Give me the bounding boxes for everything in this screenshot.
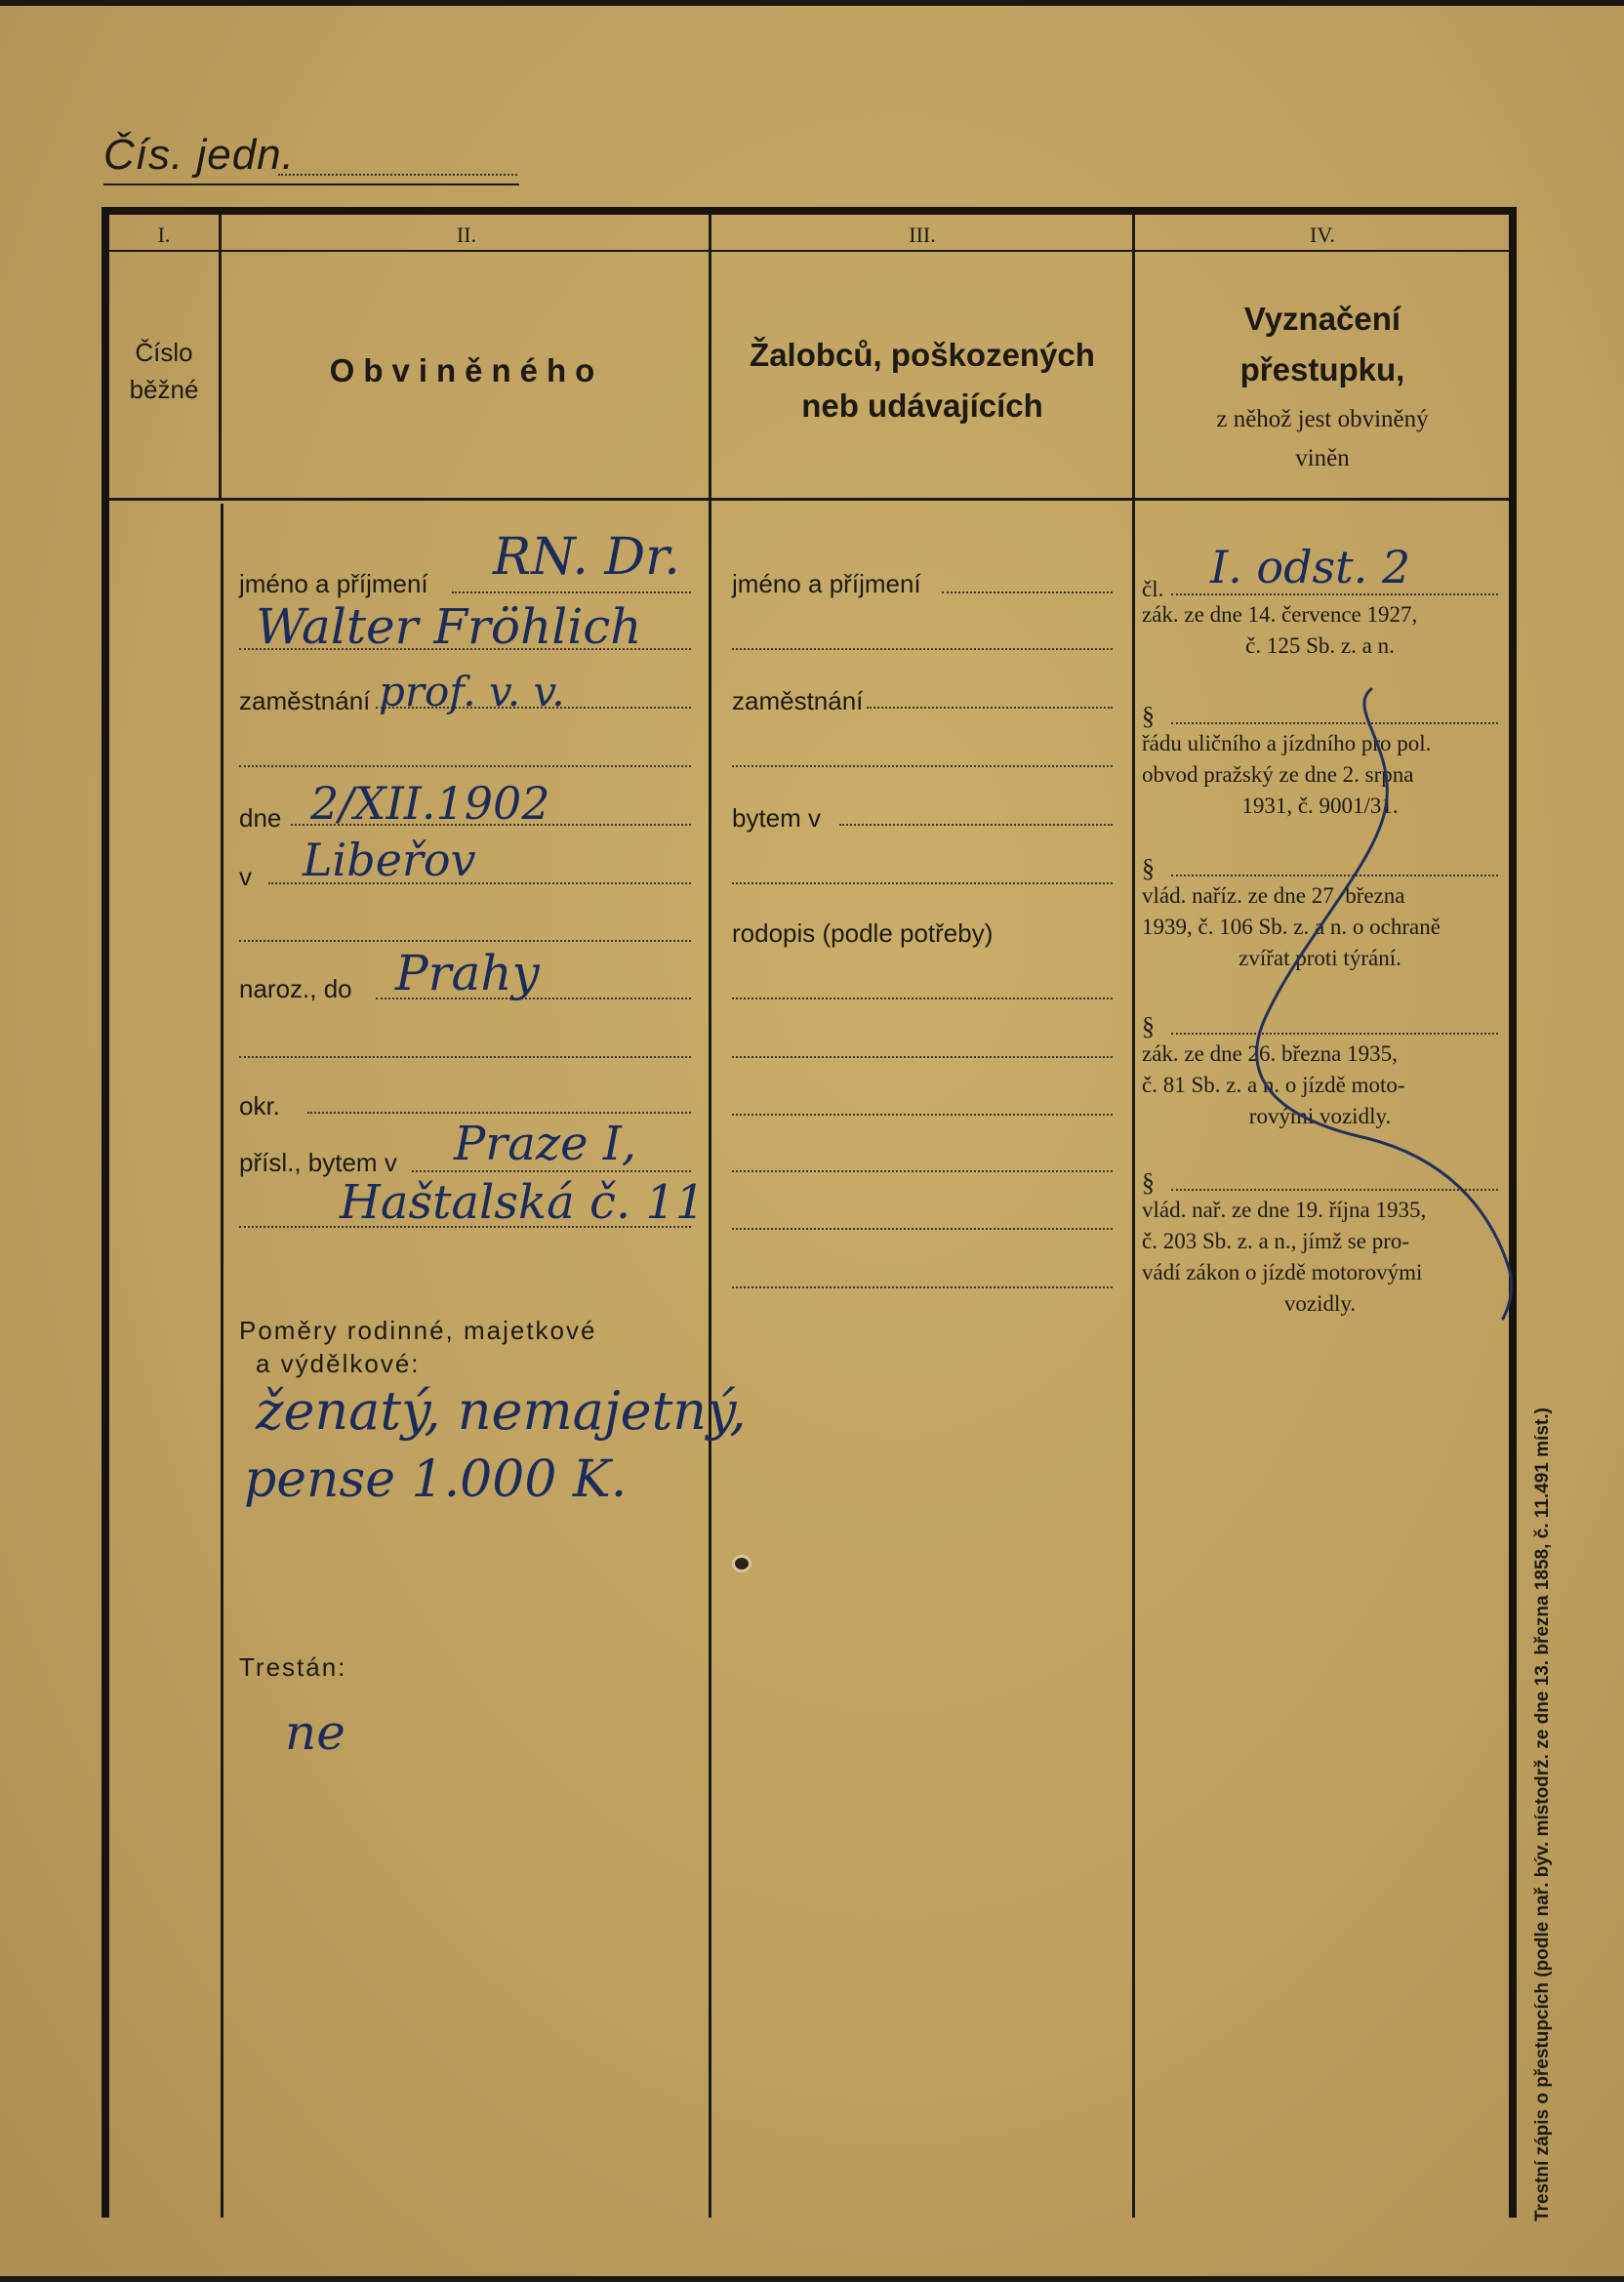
pen-stroke-mark [0,6,1624,2276]
accused-place-handwriting: Libeřov [303,834,476,886]
law-4-line-1: zák. ze dne 26. března 1935, [1142,1041,1398,1066]
column-number-1: I. [157,223,171,247]
complainant-residence-label: bytem v [732,803,822,833]
sect-3-symbol: § [1142,854,1155,882]
article-handwriting: I. odst. 2 [1210,541,1411,593]
law-5-line-2: č. 203 Sb. z. a n., jímž se pro- [1142,1229,1410,1253]
column-header-sequence-line-1: Číslo [135,338,193,367]
law-5-line-1: vlád. nař. ze dne 19. října 1935, [1142,1198,1427,1222]
law-3-line-2: 1939, č. 106 Sb. z. a n. o ochraně [1142,915,1441,939]
accused-born-label: naroz., do [239,974,352,1003]
column-number-3: III. [909,223,936,247]
law-3-line-1: vlád. naříz. ze dne 27. března [1142,883,1405,908]
circumstances-label-2: a výdělkové: [256,1349,421,1378]
accused-born-handwriting: Prahy [395,945,540,1001]
accused-name-handwriting: Walter Fröhlich [256,598,642,655]
circumstances-handwriting-2: pense 1.000 K. [244,1450,628,1509]
law-4-line-3: rovými vozidly. [1248,1104,1392,1128]
reference-number-label: Čís. jedn. [103,131,295,179]
column-header-complainants-line-1: Žalobců, poškozených [750,337,1095,373]
column-header-sequence-line-2: běžné [129,375,199,404]
accused-district-label: okr. [239,1091,280,1121]
law-3-line-3: zvířat proti týrání. [1238,946,1401,970]
column-number-2: II. [456,223,477,247]
accused-residence-handwriting-1: Praze I, [454,1117,637,1171]
accused-occupation-label: zaměstnání [239,686,371,715]
law-2-line-3: 1931, č. 9001/31. [1241,794,1399,818]
law-1-line-1: zák. ze dne 14. července 1927, [1142,602,1418,627]
column-header-offence-sub-1: z něhož jest obviněný [1216,406,1429,432]
law-4-line-2: č. 81 Sb. z. a n. o jízdě moto- [1142,1073,1405,1097]
accused-occupation-handwriting: prof. v. v. [379,668,565,715]
sect-5-symbol: § [1142,1168,1155,1197]
accused-place-label: v [239,862,252,891]
accused-title-handwriting: RN. Dr. [493,528,680,587]
accused-residence-handwriting-2: Haštalská č. 11 [340,1175,706,1230]
column-header-offence-sub-2: viněn [1295,445,1350,471]
column-header-offence-line-2: přestupku, [1239,351,1405,387]
complainant-name-label: jméno a příjmení [732,569,921,598]
complainant-description-label: rodopis (podle potřeby) [732,918,994,948]
accused-date-label: dne [239,803,282,833]
circumstances-handwriting-1: ženatý, nemajetný, [256,1380,747,1442]
form-side-note: Trestní zápis o přestupcích (podle nař. býv. místodrž. ze dne 13. března 1858, č. 11.491 míst.) [1532,1407,1553,2221]
law-5-line-4: vozidly. [1283,1291,1357,1316]
column-header-accused: Obviněného [329,352,604,388]
column-header-complainants-line-2: neb udávajících [801,387,1043,424]
law-5-line-3: vádí zákon o jízdě motorovými [1142,1260,1423,1284]
accused-name-label: jméno a příjmení [239,569,428,598]
complainant-occupation-label: zaměstnání [732,686,864,715]
accused-residence-label: přísl., bytem v [239,1148,397,1177]
law-1-line-2: č. 125 Sb. z. a n. [1245,633,1395,658]
circumstances-label-1: Poměry rodinné, majetkové [239,1316,597,1345]
law-2-line-2: obvod pražský ze dne 2. srpna [1142,762,1414,787]
law-2-line-1: řádu uličního a jízdního pro pol. [1142,731,1432,755]
column-header-offence-line-1: Vyznačení [1243,301,1401,337]
form-page [0,6,1624,2276]
accused-date-handwriting: 2/XII.1902 [310,777,550,830]
punished-handwriting: ne [285,1704,345,1761]
sect-4-symbol: § [1142,1012,1155,1040]
punished-label: Trestán: [239,1652,347,1682]
column-number-4: IV. [1310,223,1335,247]
sect-2-symbol: § [1142,702,1155,730]
article-label: čl. [1142,577,1164,601]
